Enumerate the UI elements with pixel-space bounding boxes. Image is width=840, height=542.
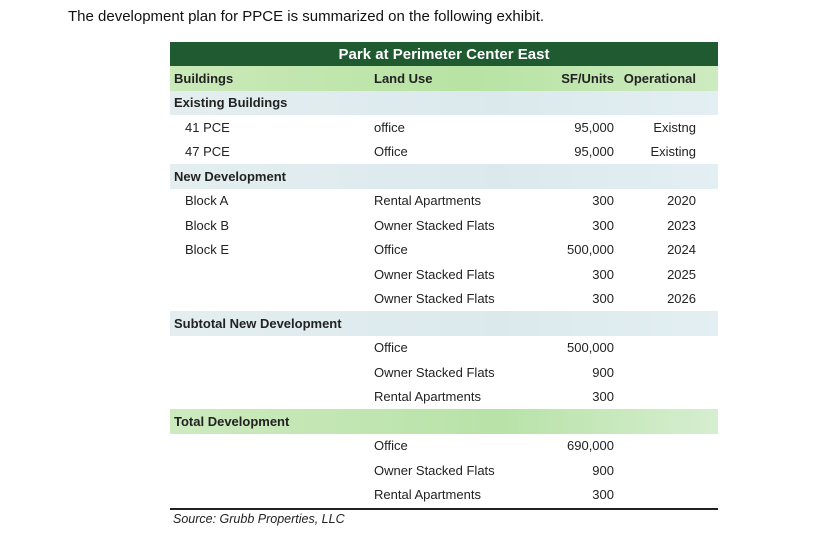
source-note: Source: Grubb Properties, LLC (173, 512, 345, 526)
operational-cell: 2025 (667, 266, 696, 282)
sf-units-cell: 900 (592, 364, 614, 380)
land-use-cell: Office (374, 144, 408, 160)
land-use-cell: Owner Stacked Flats (374, 291, 495, 307)
land-use-cell: Office (374, 340, 408, 356)
sf-units-cell: 95,000 (574, 119, 614, 135)
section-label: Subtotal New Development (174, 315, 342, 331)
operational-cell: Existing (650, 144, 696, 160)
sf-units-cell: 300 (592, 193, 614, 209)
building-name: 47 PCE (185, 144, 230, 160)
table-row (170, 213, 718, 238)
table-bottom-rule (170, 508, 718, 510)
intro-text: The development plan for PPCE is summarized on the following exhibit. (68, 8, 545, 25)
operational-cell: Existng (653, 119, 696, 135)
land-use-cell: Office (374, 242, 408, 258)
sf-units-cell: 690,000 (567, 438, 614, 454)
operational-cell: 2026 (667, 291, 696, 307)
section-row (170, 311, 718, 336)
sf-units-cell: 900 (592, 462, 614, 478)
table-row (170, 458, 718, 483)
section-label: New Development (174, 168, 286, 184)
land-use-cell: Owner Stacked Flats (374, 266, 495, 282)
land-use-cell: Owner Stacked Flats (374, 364, 495, 380)
section-label: Total Development (174, 413, 290, 429)
land-use-cell: Rental Apartments (374, 193, 481, 209)
sf-units-cell: 300 (592, 487, 614, 503)
table-title: Park at Perimeter Center East (170, 42, 718, 66)
col-header-buildings: Buildings (174, 70, 234, 86)
table-row (170, 360, 718, 385)
table-header-row (170, 66, 718, 91)
sf-units-cell: 300 (592, 217, 614, 233)
table-row (170, 115, 718, 140)
col-header-sf-units: SF/Units (561, 70, 614, 86)
development-plan-table (170, 42, 718, 510)
land-use-cell: Rental Apartments (374, 389, 481, 405)
building-name: 41 PCE (185, 119, 230, 135)
sf-units-cell: 300 (592, 266, 614, 282)
table-row (170, 189, 718, 214)
land-use-cell: Rental Apartments (374, 487, 481, 503)
land-use-cell: Owner Stacked Flats (374, 462, 495, 478)
sf-units-cell: 95,000 (574, 144, 614, 160)
section-row (170, 164, 718, 189)
operational-cell: 2024 (667, 242, 696, 258)
operational-cell: 2023 (667, 217, 696, 233)
table-row (170, 238, 718, 263)
section-label: Existing Buildings (174, 95, 288, 111)
col-header-land-use: Land Use (374, 70, 433, 86)
land-use-cell: office (374, 119, 405, 135)
building-name: Block B (185, 217, 230, 233)
land-use-cell: Owner Stacked Flats (374, 217, 495, 233)
sf-units-cell: 300 (592, 389, 614, 405)
sf-units-cell: 300 (592, 291, 614, 307)
table-row (170, 385, 718, 410)
col-header-operational: Operational (623, 70, 696, 86)
table-row (170, 262, 718, 287)
sf-units-cell: 500,000 (567, 242, 614, 258)
table-row (170, 434, 718, 459)
table-row (170, 336, 718, 361)
table-row (170, 483, 718, 508)
table-row (170, 287, 718, 312)
section-row (170, 409, 718, 434)
sf-units-cell: 500,000 (567, 340, 614, 356)
section-row (170, 91, 718, 116)
building-name: Block E (185, 242, 230, 258)
operational-cell: 2020 (667, 193, 696, 209)
building-name: Block A (185, 193, 229, 209)
table-body (170, 91, 718, 508)
table-row (170, 140, 718, 165)
land-use-cell: Office (374, 438, 408, 454)
